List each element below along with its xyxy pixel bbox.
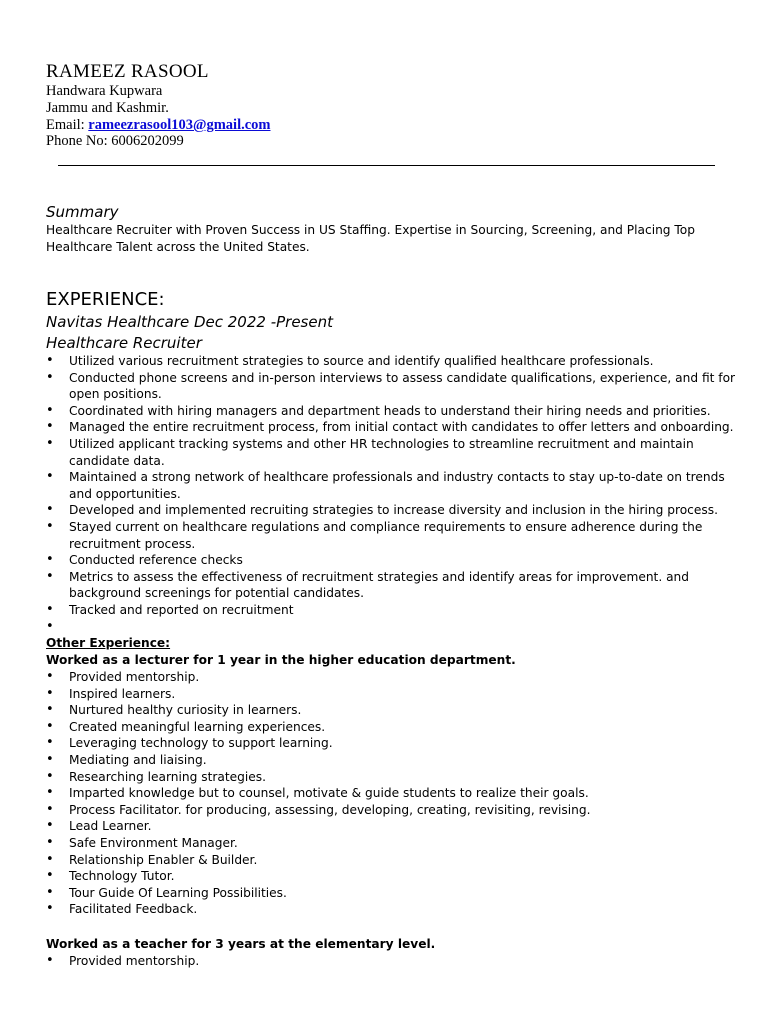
list-item: • Provided mentorship. xyxy=(46,953,200,968)
bullet-icon: • xyxy=(46,868,54,884)
list-item: • Developed and implemented recruiting strategies to increase diversity and inclusion in the hiring process. xyxy=(46,502,718,518)
bullet-icon: • xyxy=(46,834,54,850)
teacher-bullet-list xyxy=(46,953,736,970)
list-item: • Mediating and liaising. xyxy=(46,751,207,767)
summary-text: Healthcare Recruiter with Proven Success in US Staffing. Expertise in Sourcing, Screening, and Placing Top Healthcare Talent across the United States. xyxy=(46,223,695,254)
bullet-icon: • xyxy=(46,518,54,534)
bullet-icon: • xyxy=(46,953,54,968)
header-divider xyxy=(58,165,715,166)
bullet-icon: • xyxy=(46,768,54,784)
experience-bullet-list xyxy=(46,353,736,635)
job-title: Healthcare Recruiter xyxy=(46,334,202,352)
list-item: • Relationship Enabler & Builder. xyxy=(46,851,258,867)
list-item: • Utilized various recruitment strategies to source and identify qualified healthcare professionals. xyxy=(46,353,654,368)
bullet-icon: • xyxy=(46,685,54,701)
bullet-icon: • xyxy=(46,884,54,900)
bullet-icon: • xyxy=(46,419,54,435)
bullet-icon: • xyxy=(46,469,54,485)
experience-heading: EXPERIENCE: xyxy=(46,289,165,310)
bullet-icon: • xyxy=(46,735,54,751)
list-item: • Provided mentorship. xyxy=(46,669,200,684)
list-item: • Technology Tutor. xyxy=(46,868,175,884)
email-label: Email: xyxy=(46,117,85,133)
bullet-icon: • xyxy=(46,369,54,385)
list-item: • Imparted knowledge but to counsel, motivate & guide students to realize their goals. xyxy=(46,785,589,801)
list-item: • Safe Environment Manager. xyxy=(46,834,238,850)
list-item: • Leveraging technology to support learning. xyxy=(46,735,333,751)
company-line: Navitas Healthcare Dec 2022 -Present xyxy=(46,313,333,331)
list-item: • Lead Learner. xyxy=(46,818,152,834)
list-item: • Metrics to assess the effectiveness of recruitment strategies and identify areas for improvement. and background screenings for potential candidates. xyxy=(46,568,690,601)
bullet-icon: • xyxy=(46,552,54,568)
bullet-icon: • xyxy=(46,901,54,917)
bullet-icon: • xyxy=(46,502,54,518)
bullet-icon: • xyxy=(46,601,54,617)
list-item: • Coordinated with hiring managers and department heads to understand their hiring needs and priorities. xyxy=(46,402,711,418)
other-experience-heading: Other Experience: xyxy=(46,636,171,650)
list-item: • Facilitated Feedback. xyxy=(46,901,198,917)
list-item: • Tracked and reported on recruitment xyxy=(46,601,294,617)
bullet-icon: • xyxy=(46,851,54,867)
email-row xyxy=(46,117,271,134)
list-item: • Inspired learners. xyxy=(46,685,176,701)
candidate-name: RAMEEZ RASOOL xyxy=(46,61,209,82)
lecturer-heading: Worked as a lecturer for 1 year in the higher education department. xyxy=(46,653,516,667)
bullet-icon: • xyxy=(46,818,54,834)
list-item: • Created meaningful learning experiences. xyxy=(46,718,326,734)
lecturer-bullet-list xyxy=(46,669,736,918)
list-item: • Tour Guide Of Learning Possibilities. xyxy=(46,884,287,900)
bullet-icon: • xyxy=(46,785,54,801)
list-item: • Nurtured healthy curiosity in learners. xyxy=(46,702,302,718)
list-item: • Conducted reference checks xyxy=(46,552,243,568)
address-line-2: Jammu and Kashmir. xyxy=(46,100,169,116)
email-link[interactable]: rameezrasool103@gmail.com xyxy=(88,117,271,133)
bullet-icon: • xyxy=(46,702,54,718)
bullet-icon: • xyxy=(46,353,54,368)
bullet-icon: • xyxy=(46,669,54,684)
list-item xyxy=(46,619,736,636)
list-item: • Managed the entire recruitment process, from initial contact with candidates to offer letters and onboarding. xyxy=(46,419,734,435)
phone-number: Phone No: 6006202099 xyxy=(46,133,184,149)
bullet-icon: • xyxy=(46,402,54,418)
list-item: • Maintained a strong network of healthcare professionals and industry contacts to stay up-to-date on trends and opportunities. xyxy=(46,469,725,501)
bullet-icon: • xyxy=(46,435,54,451)
address-line-1: Handwara Kupwara xyxy=(46,83,163,99)
list-item: • Utilized applicant tracking systems and other HR technologies to streamline recruitment and maintain candidate data. xyxy=(46,435,694,468)
teacher-heading: Worked as a teacher for 3 years at the elementary level. xyxy=(46,937,436,951)
list-item: • Conducted phone screens and in-person interviews to assess candidate qualifications, experience, and fit for open positions. xyxy=(46,369,736,402)
list-item: • Stayed current on healthcare regulations and compliance requirements to ensure adherence during the recruitment process. xyxy=(46,518,703,551)
bullet-icon: • xyxy=(46,568,54,584)
bullet-icon: • xyxy=(46,718,54,734)
bullet-icon: • xyxy=(46,801,54,817)
bullet-icon: • xyxy=(46,618,54,634)
list-item: • Researching learning strategies. xyxy=(46,768,266,784)
summary-heading: Summary xyxy=(46,203,119,221)
list-item: • Process Facilitator. for producing, assessing, developing, creating, revisiting, revising. xyxy=(46,801,591,817)
bullet-icon: • xyxy=(46,751,54,767)
